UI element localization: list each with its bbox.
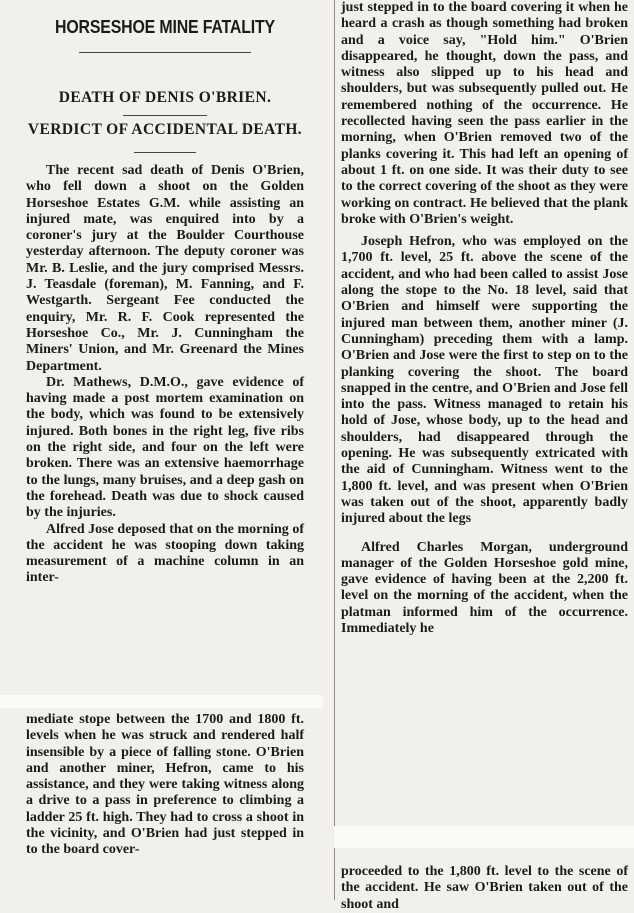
verdict-divider [134, 152, 195, 153]
verdict-heading: VERDICT OF ACCIDENTAL DEATH. [27, 121, 303, 138]
article-subheadline: DEATH OF DENIS O'BRIEN. [58, 89, 272, 106]
column-break-gap [334, 826, 634, 848]
headline-divider [79, 52, 251, 53]
article-paragraph: mediate stope between the 1700 and 1800 ft. levels when he was struck and rendered half insensible by a piece of falling stone. O'Brien and another miner, Hefron, came to his assistance, and they were taking witness along a drive to a pass in preference to climbing a ladder 25 ft. high. They had to cross a shoot in the vicinity, and O'Brien had just stepped in to the board cover- [26, 712, 304, 858]
left-column-top [0, 0, 322, 706]
right-column-bottom [334, 848, 634, 912]
subhead-divider [123, 115, 206, 116]
article-paragraph: Alfred Jose deposed that on the morning of the accident he was stooping down taking measurement of a machine column in an inter- [26, 521, 304, 586]
article-paragraph: just stepped in to the board covering it when he heard a crash as though something had broken and a voice say, "Hold him." O'Brien disappeared, he thought, down the pass, and witness also slipped up to his head and shoulders, but was subsequently pulled out. He remembered nothing of the occurrence. He recollected having seen the pass earlier in the morning, when O'Brien removed two of the planks covering it. This had left an opening of about 1 ft. on one side. It was their duty to see to the correct covering of the shoot as they were working on contract. He believed that the plank broke with O'Brien's weight. [341, 0, 628, 227]
article-paragraph: Dr. Mathews, D.M.O., gave evidence of having made a post mortem examination on the body, which was found to be extensively injured. Both bones in the right leg, five ribs on the right side, and four on the left were broken. There was an extensive haemorrhage to the lungs, many bruises, and a deep gash on the forehead. Death was due to shock caused by the injuries. [26, 374, 304, 521]
article-headline: HORSESHOE MINE FATALITY [55, 16, 275, 37]
left-column-bottom [0, 708, 322, 900]
article-paragraph: Joseph Hefron, who was employed on the 1,700 ft. level, 25 ft. above the scene of the accident, and who had been called to assist Jose along the stope to the No. 18 level, said that O'Brien and himself were supporting the injured man between them, another miner (J. Cunningham) preceding them with a lamp. O'Brien and Jose were the first to step on to the planking covering the shoot. The board snapped in the centre, and O'Brien and Jose fell into the pass. Witness managed to retain his hold of Jose, whose body, up to the head and shoulders, had disappeared through the opening. He was subsequently extricated with the aid of Cunningham. Witness went to the 1,800 ft. level, and was present when O'Brien was taken out of the shoot, apparently badly injured about the legs [341, 234, 628, 527]
article-paragraph: The recent sad death of Denis O'Brien, who fell down a shoot on the Golden Horseshoe Estates G.M. while assisting an injured mate, was enquired into by a coroner's jury at the Boulder Courthouse yesterday afternoon. The deputy coroner was Mr. B. Leslie, and the jury comprised Messrs. J. Teasdale (foreman), M. Fanning, and F. Westgarth. Sergeant Fee conducted the enquiry, Mr. R. F. Cook represented the Horseshoe Co., Mr. J. Cunningham the Miners' Union, and Mr. Greenard the Mines Department. [26, 163, 304, 374]
right-column-top [334, 0, 634, 826]
article-paragraph: proceeded to the 1,800 ft. level to the scene of the accident. He saw O'Brien taken out of the shoot and [341, 864, 628, 912]
article-paragraph: Alfred Charles Morgan, underground manager of the Golden Horseshoe gold mine, gave evidence of having been at the 2,200 ft. level on the morning of the accident, when the platman informed him of the occurrence. Immediately he [341, 539, 628, 636]
